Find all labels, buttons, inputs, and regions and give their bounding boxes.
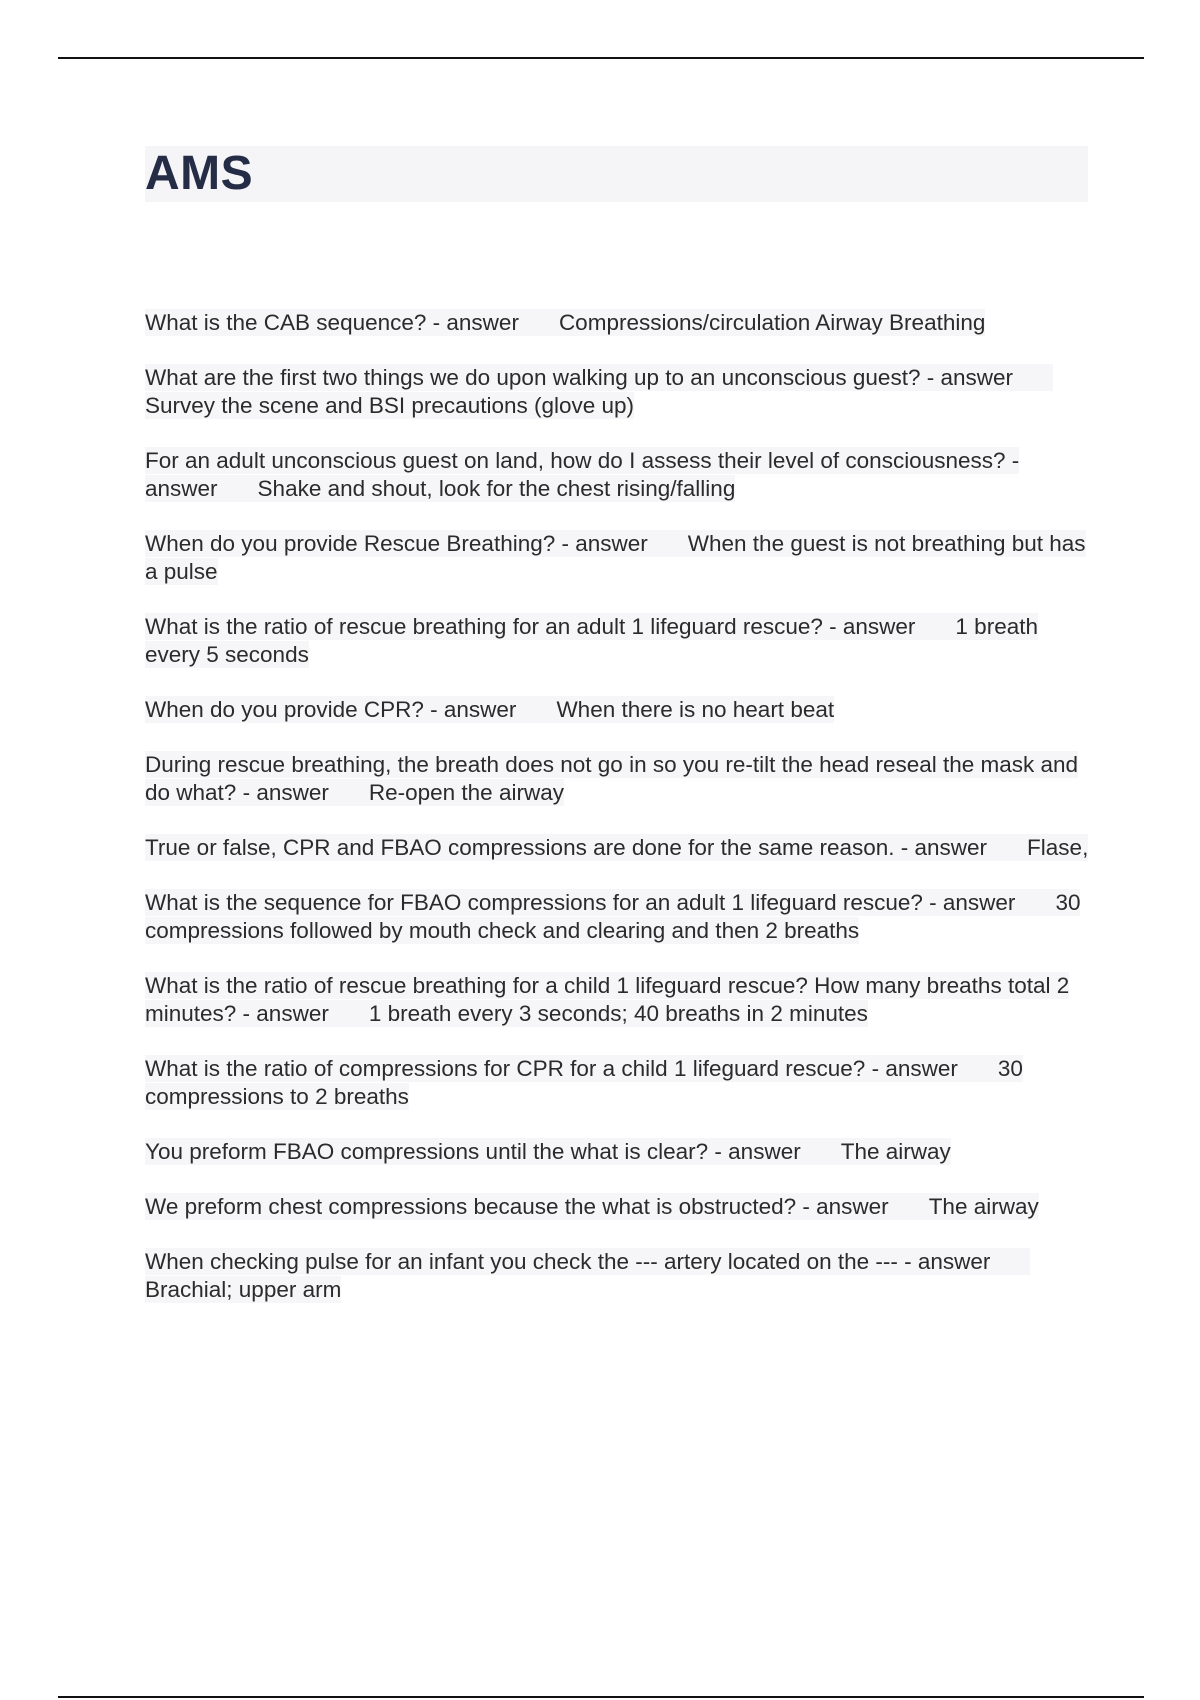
qa-item [145,1055,1095,1111]
question-text: For an adult unconscious guest on land, how do I assess their level of consciousness? - answer [145,448,1020,501]
question-text: What is the ratio of rescue breathing for an adult 1 lifeguard rescue? - answer [145,614,916,639]
answer-text: Re-open the airway [368,780,564,805]
qa-item [145,309,1095,337]
qa-item [145,613,1095,669]
answer-text: Flase, [1027,835,1089,860]
question-text: What is the ratio of compressions for CPR for a child 1 lifeguard rescue? - answer [145,1056,958,1081]
question-text: When checking pulse for an infant you check the --- artery located on the --- - answer [145,1249,991,1274]
question-text: During rescue breathing, the breath does not go in so you re-tilt the head reseal the mask and do what? - answer [145,752,1079,805]
question-text: When do you provide CPR? - answer [145,697,517,722]
question-text: You preform FBAO compressions until the what is clear? - answer [145,1139,801,1164]
document-title: AMS [145,147,254,200]
answer-text: 30 compressions followed by mouth check and clearing and then 2 breaths [145,890,1081,943]
question-text: When do you provide Rescue Breathing? - answer [145,531,648,556]
qa-item [145,972,1095,1028]
qa-item [145,696,1095,724]
answer-text: Brachial; upper arm [145,1277,342,1302]
qa-item [145,1193,1095,1221]
question-text: We preform chest compressions because the what is obstructed? - answer [145,1194,889,1219]
answer-text: 1 breath every 5 seconds [145,614,1038,667]
qa-item [145,1248,1095,1304]
question-text: What is the ratio of rescue breathing for a child 1 lifeguard rescue? How many breaths total 2 minutes? - answer [145,973,1070,1026]
answer-text: Survey the scene and BSI precautions (glove up) [145,393,635,418]
answer-text: 30 compressions to 2 breaths [145,1056,1023,1109]
answer-text: Shake and shout, look for the chest rising/falling [257,476,736,501]
question-text: What is the sequence for FBAO compressions for an adult 1 lifeguard rescue? - answer [145,890,1016,915]
answer-text: Compressions/circulation Airway Breathing [558,310,986,335]
answer-text: When there is no heart beat [556,697,835,722]
qa-item [145,447,1095,503]
qa-item [145,1138,1095,1166]
qa-item [145,889,1095,945]
qa-item [145,834,1095,862]
qa-item [145,364,1095,420]
answer-text: 1 breath every 3 seconds; 40 breaths in 2 minutes [368,1001,868,1026]
answer-text: When the guest is not breathing but has a pulse [145,531,1086,584]
title-band [145,146,1088,202]
question-text: What are the first two things we do upon walking up to an unconscious guest? - answer [145,365,1013,390]
bottom-rule [58,1696,1144,1698]
qa-list [145,309,1095,1331]
qa-item [145,751,1095,807]
qa-item [145,530,1095,586]
answer-text: The airway [840,1139,951,1164]
question-text: What is the CAB sequence? - answer [145,310,519,335]
answer-text: The airway [928,1194,1039,1219]
top-rule [58,57,1144,59]
question-text: True or false, CPR and FBAO compressions are done for the same reason. - answer [145,835,988,860]
